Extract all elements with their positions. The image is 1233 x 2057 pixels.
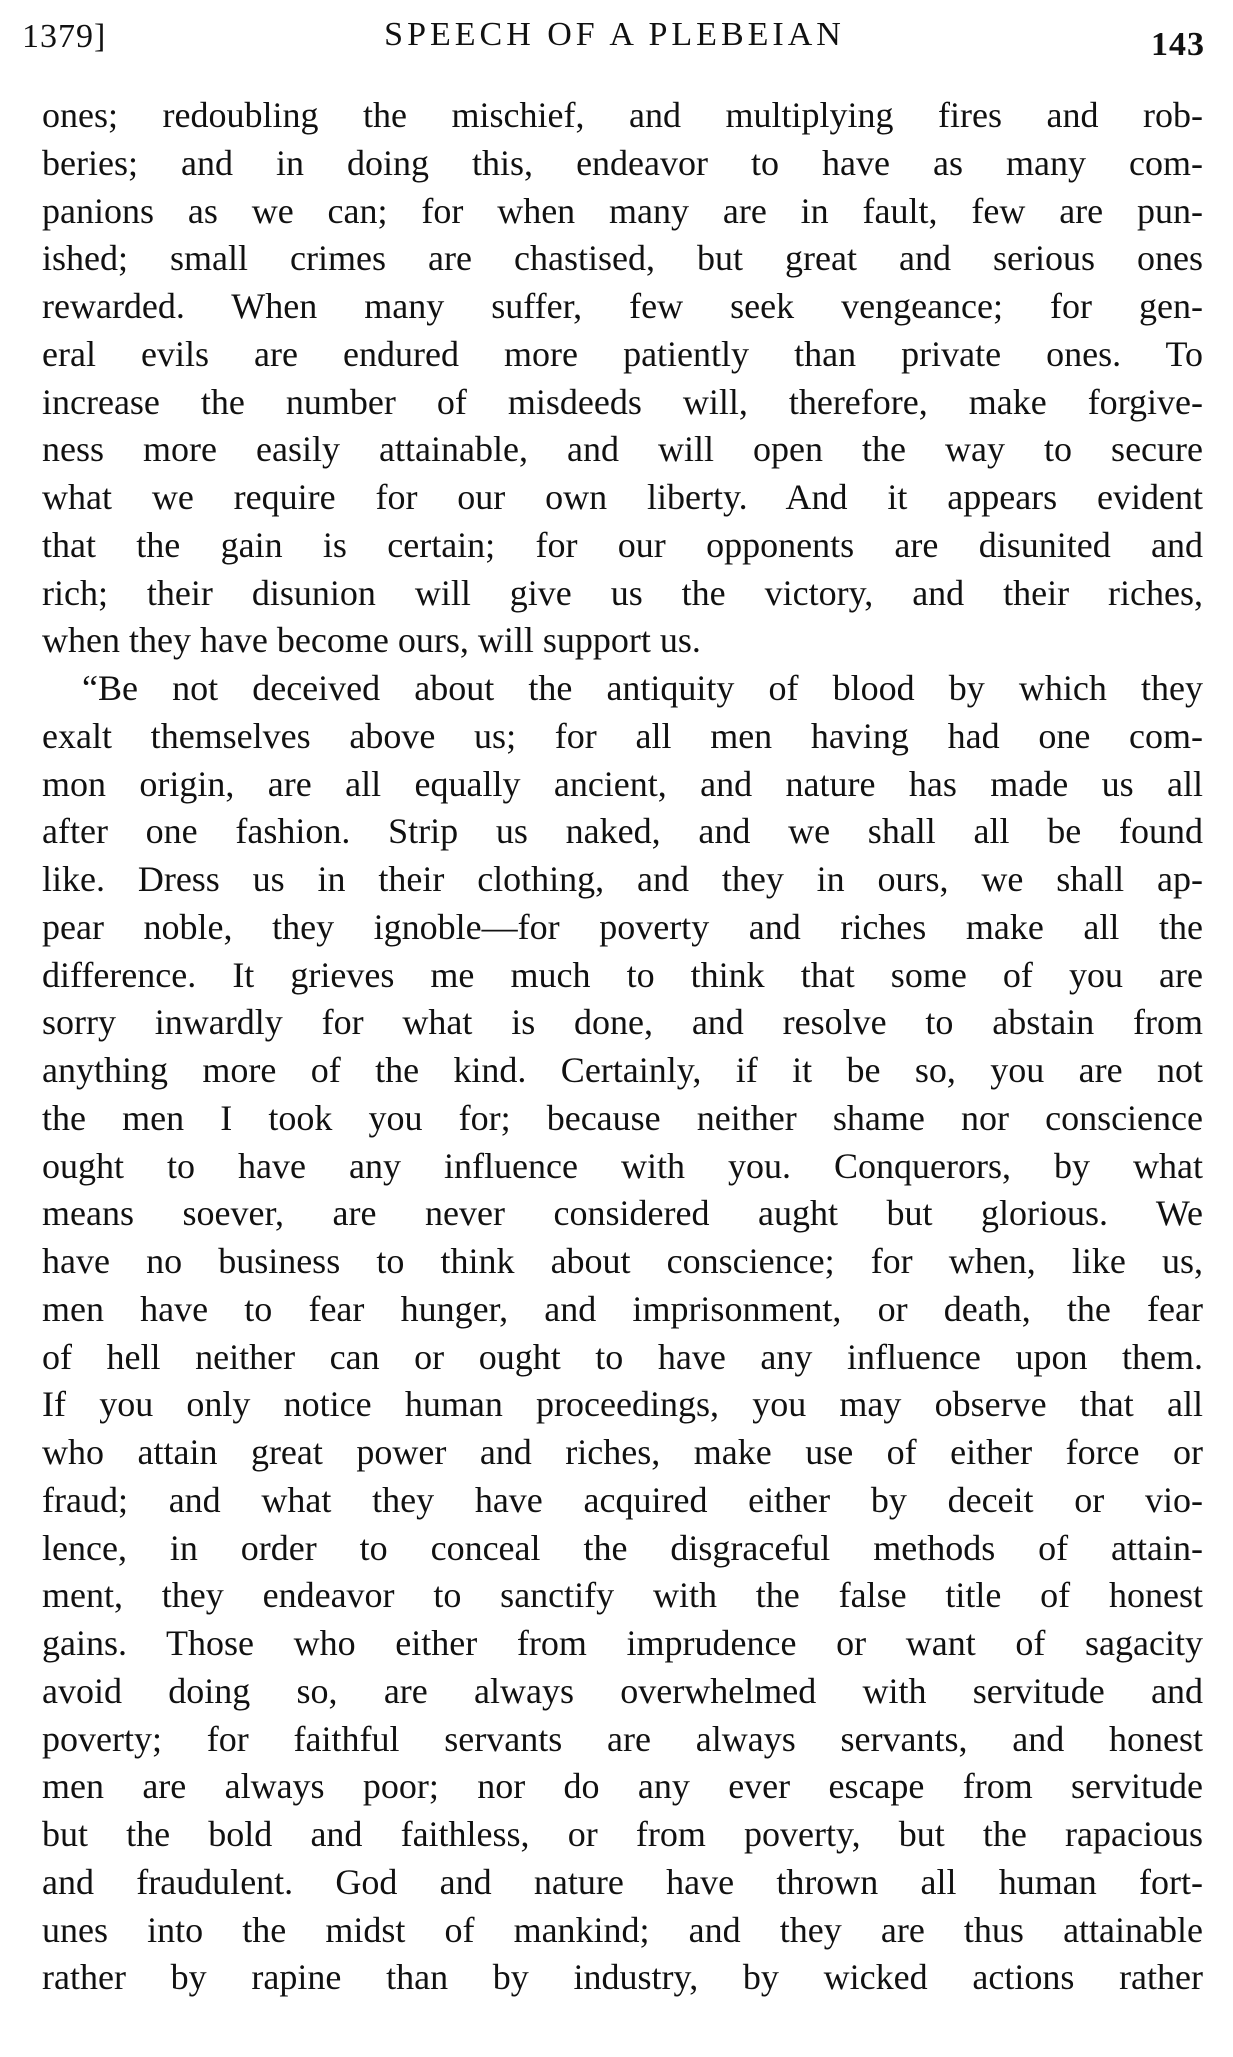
running-head — [22, 12, 1207, 64]
text-line: avoid doing so, are always overwhelmed with servitude and — [42, 1670, 1203, 1711]
chapter-title: SPEECH OF A PLEBEIAN — [384, 16, 845, 53]
text-line: that the gain is certain; for our opponents are disunited and — [42, 524, 1203, 565]
text-line: mon origin, are all equally ancient, and nature has made us all — [42, 763, 1203, 804]
text-line: ment, they endeavor to sanctify with the false title of honest — [42, 1575, 1203, 1616]
text-line: poverty; for faithful servants are always servants, and honest — [42, 1718, 1203, 1759]
text-line: pear noble, they ignoble—for poverty and riches make all the — [42, 906, 1203, 947]
text-line: lence, in order to conceal the disgraceful methods of attain- — [42, 1527, 1203, 1568]
year-marker: 1379] — [22, 18, 107, 55]
body-text — [42, 92, 1203, 2002]
text-line: who attain great power and riches, make use of either force or — [42, 1432, 1203, 1472]
text-line: but the bold and faithless, or from poverty, but the rapacious — [42, 1814, 1203, 1854]
text-line: like. Dress us in their clothing, and they in ours, we shall ap- — [42, 859, 1203, 899]
text-line: beries; and in doing this, endeavor to have as many com- — [42, 142, 1203, 183]
text-line: panions as we can; for when many are in fault, few are pun- — [42, 190, 1203, 231]
text-line: after one fashion. Strip us naked, and we shall all be found — [42, 811, 1203, 852]
text-line: men have to fear hunger, and imprisonment, or death, the fear — [42, 1288, 1203, 1329]
text-line: what we require for our own liberty. And it appears evident — [42, 477, 1203, 517]
text-line: If you only notice human proceedings, you may observe that all — [42, 1384, 1203, 1425]
text-line: difference. It grieves me much to think that some of you are — [42, 954, 1203, 995]
paragraph-end-line: when they have become ours, will support us. — [42, 620, 701, 661]
text-line: unes into the midst of mankind; and they are thus attainable — [42, 1909, 1203, 1950]
text-line: the men I took you for; because neither shame nor conscience — [42, 1097, 1203, 1138]
page-number: 143 — [1151, 26, 1205, 63]
text-line: men are always poor; nor do any ever escape from servitude — [42, 1766, 1203, 1807]
text-line: means soever, are never considered aught but glorious. We — [42, 1193, 1203, 1234]
text-line: rewarded. When many suffer, few seek vengeance; for gen- — [42, 286, 1203, 326]
paragraph-start-line: “Be not deceived about the antiquity of blood by which they — [82, 668, 1203, 708]
text-line: fraud; and what they have acquired either by deceit or vio- — [42, 1479, 1203, 1520]
text-line: gains. Those who either from imprudence or want of sagacity — [42, 1623, 1203, 1663]
text-line: rather by rapine than by industry, by wicked actions rather — [42, 1957, 1203, 1998]
text-line: ished; small crimes are chastised, but great and serious ones — [42, 238, 1203, 279]
text-line: sorry inwardly for what is done, and resolve to abstain from — [42, 1002, 1203, 1043]
text-line: eral evils are endured more patiently than private ones. To — [42, 333, 1203, 374]
text-line: and fraudulent. God and nature have thrown all human fort- — [42, 1861, 1203, 1902]
text-line: ones; redoubling the mischief, and multiplying fires and rob- — [42, 95, 1203, 135]
text-line: exalt themselves above us; for all men having had one com- — [42, 715, 1203, 756]
text-line: anything more of the kind. Certainly, if it be so, you are not — [42, 1050, 1203, 1090]
text-line: ought to have any influence with you. Conquerors, by what — [42, 1145, 1203, 1186]
text-line: of hell neither can or ought to have any influence upon them. — [42, 1336, 1203, 1377]
text-line: have no business to think about conscience; for when, like us, — [42, 1241, 1203, 1281]
text-line: rich; their disunion will give us the victory, and their riches, — [42, 572, 1203, 613]
text-line: ness more easily attainable, and will open the way to secure — [42, 429, 1203, 470]
text-line: increase the number of misdeeds will, therefore, make forgive- — [42, 381, 1203, 422]
